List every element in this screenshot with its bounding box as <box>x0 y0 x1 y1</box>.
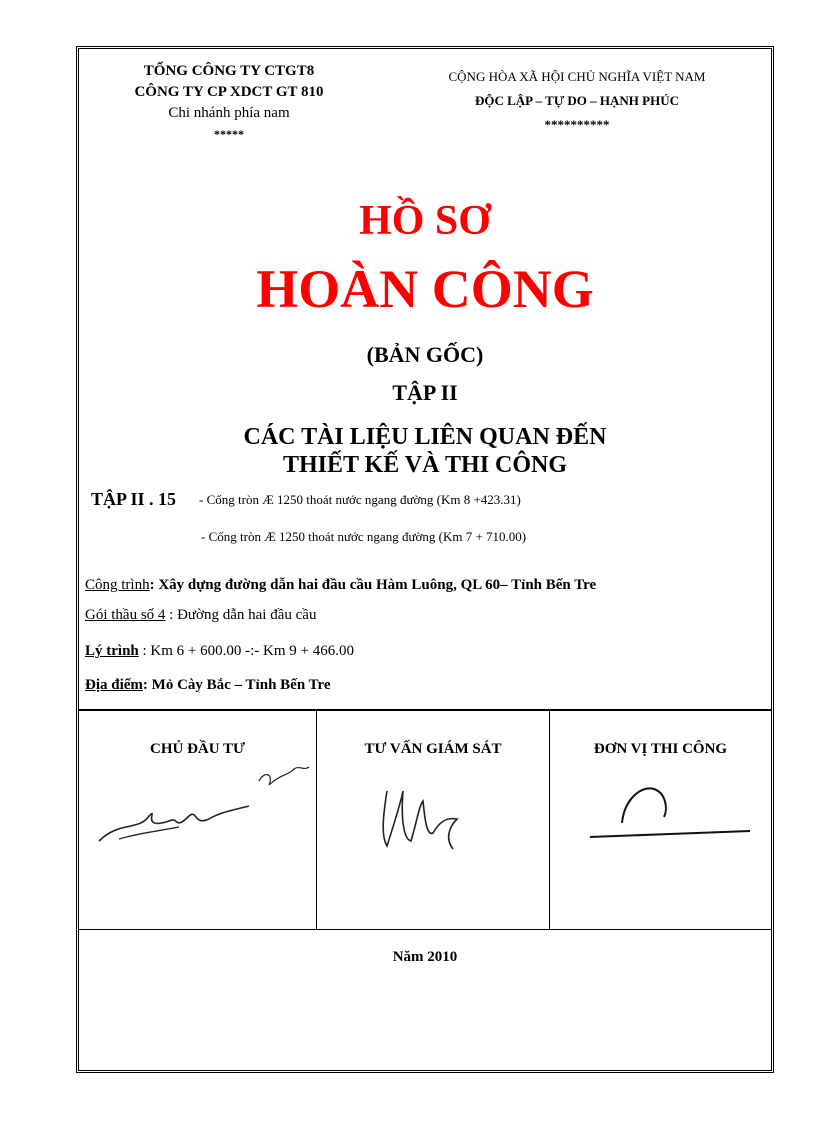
chainage-line <box>85 641 354 661</box>
volume-detail-label: TẬP II . 15 <box>91 489 177 509</box>
docs-heading-line-2: THIẾT KẾ VÀ THI CÔNG <box>282 452 568 478</box>
docs-heading-line-1: CÁC TÀI LIỆU LIÊN QUAN ĐẾN <box>243 424 607 450</box>
package-value: : Đường dẫn hai đầu cầu <box>165 607 317 623</box>
document-frame <box>76 46 774 1073</box>
national-header <box>377 65 777 137</box>
parent-company: TỔNG CÔNG TY CTGT8 <box>143 63 315 79</box>
owner-signature-cell <box>79 711 317 929</box>
document-year: Năm 2010 <box>392 949 458 965</box>
signature-table <box>79 709 771 930</box>
title-line-2: HOÀN CÔNG <box>256 259 594 319</box>
contractor-signature-cell <box>550 711 771 929</box>
project-line <box>85 575 596 595</box>
project-value: : Xây dựng đường dẫn hai đầu cầu Hàm Luông, QL 60– Tỉnh Bến Tre <box>149 577 597 593</box>
location-line <box>85 675 331 695</box>
volume-label: TẬP II <box>392 380 458 405</box>
package-label: Gói thầu số 4 <box>85 607 166 623</box>
culvert-item-2: - Cống tròn Æ 1250 thoát nước ngang đường (Km 7 + 710.00) <box>201 529 527 544</box>
owner-label: CHỦ ĐẦU TƯ <box>149 741 245 757</box>
company-stars: ***** <box>214 127 244 141</box>
branch-name: Chi nhánh phía nam <box>168 105 290 121</box>
contractor-label: ĐƠN VỊ THI CÔNG <box>593 741 728 757</box>
title-line-1: HỒ SƠ <box>359 198 491 244</box>
chainage-label: Lý trình <box>85 643 139 659</box>
culvert-item-1: - Cống tròn Æ 1250 thoát nước ngang đường (Km 8 +423.31) <box>199 492 521 507</box>
package-line <box>85 605 316 625</box>
motto-stars: ********** <box>544 117 610 132</box>
location-value: : Mỏ Cày Bắc – Tỉnh Bến Tre <box>142 677 331 693</box>
consultant-signature-cell <box>317 711 550 929</box>
consultant-label: TƯ VẤN GIÁM SÁT <box>364 741 502 757</box>
company-name: CÔNG TY CP XDCT GT 810 <box>134 84 324 100</box>
country-name: CỘNG HÒA XÃ HỘI CHỦ NGHĨA VIỆT NAM <box>448 69 706 84</box>
contractor-signature-icon <box>550 761 771 881</box>
company-header <box>79 61 379 145</box>
owner-signature-icon <box>79 761 316 881</box>
location-label: Địa điểm <box>85 677 143 693</box>
project-label: Công trình <box>85 577 150 593</box>
consultant-signature-icon <box>317 761 549 881</box>
national-motto: ĐỘC LẬP – TỰ DO – HẠNH PHÚC <box>474 93 680 108</box>
original-copy-label: (BẢN GỐC) <box>366 342 484 367</box>
chainage-value: : Km 6 + 600.00 -:- Km 9 + 466.00 <box>138 643 355 659</box>
